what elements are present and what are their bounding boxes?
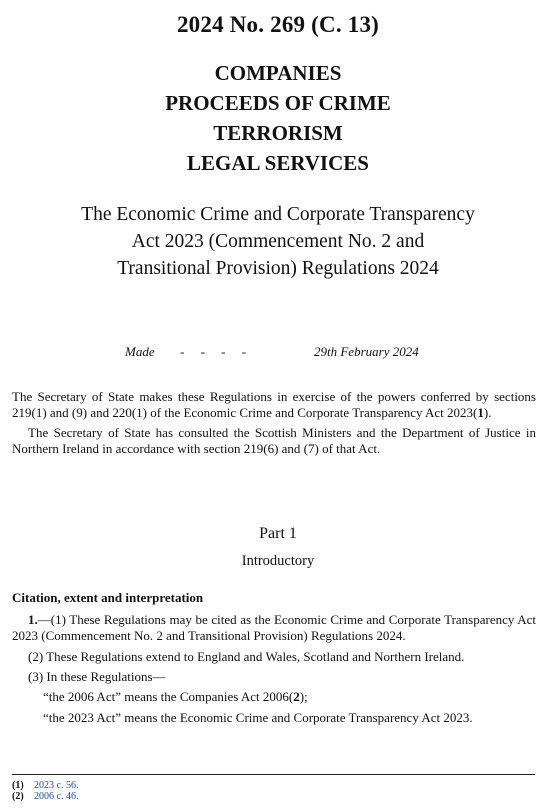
preamble-text-end: ). bbox=[483, 405, 492, 420]
footnote bbox=[12, 791, 78, 802]
subject-heading: LEGAL SERVICES bbox=[187, 151, 369, 175]
regulation-heading: Citation, extent and interpretation bbox=[12, 590, 204, 605]
regulation-1-paragraph-2: (2) These Regulations extend to England and Wales, Scotland and Northern Ireland. bbox=[28, 649, 465, 664]
footnote-reference[interactable]: 2 bbox=[293, 689, 300, 704]
footnote-mark: (2) bbox=[12, 791, 24, 802]
title-line: The Economic Crime and Corporate Transparency bbox=[81, 204, 475, 225]
preamble-text: The Secretary of State makes these Regulations in exercise of the powers conferred by sections 219(1) and (9) and 220(1) of the Economic Crime and Corporate Transparency Act 2023( bbox=[12, 389, 536, 420]
title-line: Act 2023 (Commencement No. 2 and bbox=[131, 231, 425, 252]
footnote-divider bbox=[12, 774, 535, 775]
si-number: 2024 No. 269 (C. 13) bbox=[176, 12, 380, 37]
subject-heading: PROCEEDS OF CRIME bbox=[165, 91, 391, 115]
regulations-title bbox=[0, 201, 556, 282]
preamble-paragraph-2: The Secretary of State has consulted the Scottish Ministers and the Department of Justice in Northern Ireland in accordance with section 219(6) and (7) of that Act. bbox=[12, 425, 536, 456]
preamble-paragraph-1 bbox=[12, 389, 536, 421]
made-label: Made bbox=[125, 344, 155, 359]
subject-headings bbox=[0, 58, 556, 178]
definition-text: “the 2006 Act” means the Companies Act 2006( bbox=[43, 689, 294, 704]
subject-heading: TERRORISM bbox=[213, 121, 343, 145]
footnote-link[interactable]: 2006 c. 46. bbox=[34, 791, 79, 802]
footnote bbox=[12, 780, 78, 791]
regulation-1-paragraph-3: (3) In these Regulations— bbox=[28, 669, 166, 684]
definition-2006-act bbox=[43, 689, 308, 705]
regulation-text: —(1) These Regulations may be cited as the Economic Crime and Corporate Transparency Act 2023 (Commencement No. 2 and Transitional Provision) Regulations 2024. bbox=[12, 612, 536, 643]
regulation-1-paragraph-1 bbox=[12, 612, 536, 644]
definition-text-end: ); bbox=[299, 689, 308, 704]
regulation-number: 1. bbox=[28, 612, 38, 627]
footnote-reference[interactable]: 1 bbox=[477, 405, 484, 420]
made-date: 29th February 2024 bbox=[314, 344, 419, 359]
title-line: Transitional Provision) Regulations 2024 bbox=[117, 258, 439, 279]
footnote-mark: (1) bbox=[12, 780, 24, 791]
part-name: Introductory bbox=[241, 553, 315, 569]
footnote-link[interactable]: 2023 c. 56. bbox=[34, 780, 79, 791]
part-number: Part 1 bbox=[259, 525, 297, 542]
made-dashes: - - - - bbox=[180, 344, 247, 359]
subject-heading: COMPANIES bbox=[214, 61, 342, 85]
definition-2023-act: “the 2023 Act” means the Economic Crime and Corporate Transparency Act 2023. bbox=[43, 710, 473, 725]
